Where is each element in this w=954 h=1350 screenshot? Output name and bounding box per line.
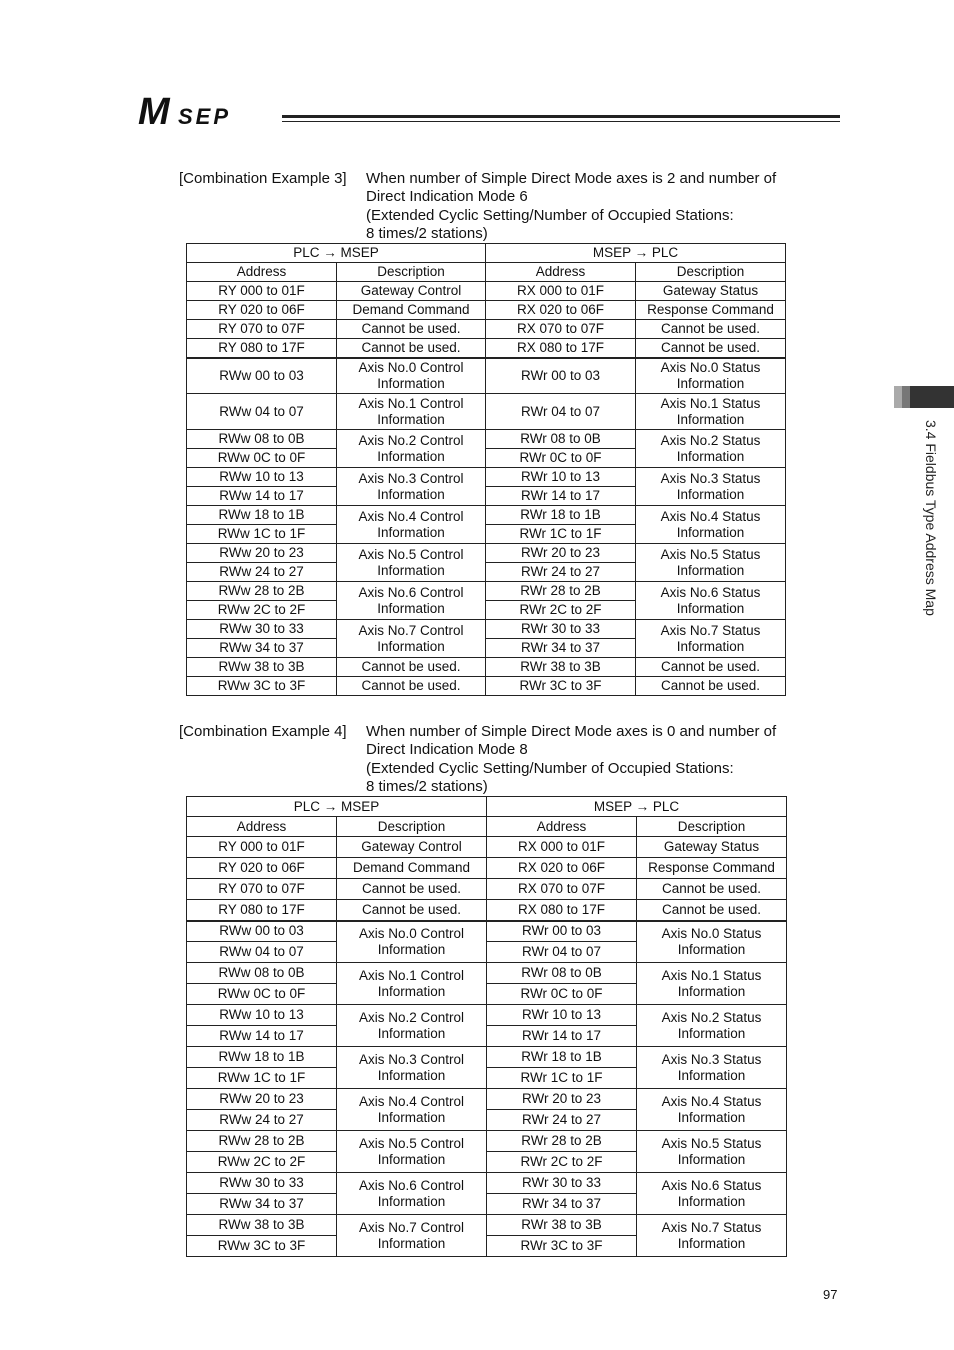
table-row <box>187 1131 787 1152</box>
table-row <box>187 358 786 394</box>
msep-address-cell: RWr 08 to 0B <box>486 430 636 449</box>
msep-address-cell: RWr 04 to 07 <box>487 942 637 963</box>
msep-address-cell: RWr 28 to 2B <box>486 582 636 601</box>
plc-description-cell: Axis No.7 Control Information <box>337 620 486 658</box>
msep-address-cell: RWr 20 to 23 <box>486 544 636 563</box>
msep-address-cell: RWr 14 to 17 <box>486 487 636 506</box>
plc-description-cell: Axis No.5 Control Information <box>337 1131 487 1173</box>
plc-description-cell: Axis No.2 Control Information <box>337 430 486 468</box>
plc-description-cell: Axis No.7 Control Information <box>337 1215 487 1257</box>
table-row <box>187 658 786 677</box>
table-row <box>187 1047 787 1068</box>
msep-address-cell: RWr 20 to 23 <box>487 1089 637 1110</box>
column-header-description: Description <box>337 817 487 837</box>
msep-address-cell: RWr 10 to 13 <box>486 468 636 487</box>
msep-address-cell: RWr 14 to 17 <box>487 1026 637 1047</box>
plc-description-cell: Axis No.4 Control Information <box>337 506 486 544</box>
msep-address-cell: RWr 28 to 2B <box>487 1131 637 1152</box>
msep-description-cell: Axis No.3 Status Information <box>636 468 786 506</box>
table-row <box>187 320 786 339</box>
column-header-description: Description <box>637 817 787 837</box>
plc-address-cell: RWw 34 to 37 <box>187 1194 337 1215</box>
table-group-header-row <box>187 797 787 817</box>
plc-address-cell: RY 020 to 06F <box>187 858 337 879</box>
svg-text:SEP: SEP <box>178 104 232 129</box>
msep-description-cell: Response Command <box>636 301 786 320</box>
msep-address-cell: RWr 34 to 37 <box>486 639 636 658</box>
plc-description-cell: Cannot be used. <box>337 339 486 358</box>
plc-address-cell: RWw 04 to 07 <box>187 394 337 430</box>
plc-address-cell: RWw 24 to 27 <box>187 563 337 582</box>
example-label: [Combination Example 4] <box>179 723 347 740</box>
plc-description-cell: Axis No.2 Control Information <box>337 1005 487 1047</box>
plc-description-cell: Cannot be used. <box>337 658 486 677</box>
table-row <box>187 282 786 301</box>
msep-description-cell: Axis No.4 Status Information <box>636 506 786 544</box>
msep-address-cell: RWr 2C to 2F <box>487 1152 637 1173</box>
plc-address-cell: RY 000 to 01F <box>187 837 337 858</box>
msep-description-cell: Cannot be used. <box>636 677 786 696</box>
group-header-msep-to-plc: MSEP → PLC <box>487 797 787 817</box>
plc-address-cell: RWw 00 to 03 <box>187 921 337 942</box>
plc-address-cell: RWw 1C to 1F <box>187 525 337 544</box>
msep-address-cell: RWr 24 to 27 <box>486 563 636 582</box>
msep-description-cell: Axis No.6 Status Information <box>637 1173 787 1215</box>
section-tab-marker <box>894 386 954 408</box>
msep-address-cell: RX 020 to 06F <box>486 301 636 320</box>
table-row <box>187 582 786 601</box>
table-row <box>187 506 786 525</box>
plc-address-cell: RWw 14 to 17 <box>187 1026 337 1047</box>
plc-description-cell: Gateway Control <box>337 282 486 301</box>
example-description: When number of Simple Direct Mode axes is 0 and number of Direct Indication Mode 8 (Extended Cyclic Setting/Number of Occupied Stations: 8 times/2 stations) <box>366 723 777 795</box>
table-row <box>187 837 787 858</box>
header-rule-bottom <box>282 121 840 122</box>
plc-description-cell: Axis No.0 Control Information <box>337 358 486 394</box>
column-header-address: Address <box>187 263 337 282</box>
msep-address-cell: RX 000 to 01F <box>486 282 636 301</box>
msep-description-cell: Axis No.4 Status Information <box>637 1089 787 1131</box>
column-header-address: Address <box>486 263 636 282</box>
msep-address-cell: RX 080 to 17F <box>486 339 636 358</box>
table-row <box>187 339 786 358</box>
msep-description-cell: Cannot be used. <box>637 879 787 900</box>
plc-description-cell: Gateway Control <box>337 837 487 858</box>
msep-address-cell: RWr 10 to 13 <box>487 1005 637 1026</box>
msep-description-cell: Axis No.7 Status Information <box>636 620 786 658</box>
table-row <box>187 394 786 430</box>
plc-description-cell: Axis No.1 Control Information <box>337 963 487 1005</box>
address-map-table-example-4 <box>186 796 787 1257</box>
plc-description-cell: Cannot be used. <box>337 320 486 339</box>
msep-description-cell: Gateway Status <box>636 282 786 301</box>
msep-description-cell: Axis No.3 Status Information <box>637 1047 787 1089</box>
msep-address-cell: RX 070 to 07F <box>486 320 636 339</box>
table-row <box>187 1215 787 1236</box>
table-row <box>187 858 787 879</box>
group-header-plc-to-msep: PLC → MSEP <box>187 797 487 817</box>
plc-address-cell: RY 070 to 07F <box>187 320 337 339</box>
plc-address-cell: RWw 20 to 23 <box>187 1089 337 1110</box>
header-rule-top <box>282 115 840 118</box>
example-description: When number of Simple Direct Mode axes is 2 and number of Direct Indication Mode 6 (Extended Cyclic Setting/Number of Occupied Stations: 8 times/2 stations) <box>366 170 777 242</box>
plc-address-cell: RY 080 to 17F <box>187 900 337 921</box>
msep-address-cell: RWr 18 to 1B <box>487 1047 637 1068</box>
plc-address-cell: RWw 04 to 07 <box>187 942 337 963</box>
plc-description-cell: Axis No.0 Control Information <box>337 921 487 963</box>
msep-description-cell: Axis No.5 Status Information <box>637 1131 787 1173</box>
plc-address-cell: RWw 0C to 0F <box>187 984 337 1005</box>
plc-description-cell: Cannot be used. <box>337 879 487 900</box>
plc-address-cell: RY 070 to 07F <box>187 879 337 900</box>
table-row <box>187 468 786 487</box>
plc-description-cell: Axis No.5 Control Information <box>337 544 486 582</box>
table-row <box>187 921 787 942</box>
msep-description-cell: Cannot be used. <box>636 339 786 358</box>
group-header-msep-to-plc: MSEP → PLC <box>486 244 786 263</box>
msep-address-cell: RWr 2C to 2F <box>486 601 636 620</box>
table-row <box>187 1089 787 1110</box>
msep-address-cell: RWr 18 to 1B <box>486 506 636 525</box>
msep-description-cell: Axis No.0 Status Information <box>636 358 786 394</box>
msep-logo <box>138 92 278 132</box>
plc-description-cell: Demand Command <box>337 858 487 879</box>
plc-address-cell: RWw 08 to 0B <box>187 430 337 449</box>
msep-address-cell: RWr 38 to 3B <box>486 658 636 677</box>
msep-description-cell: Axis No.1 Status Information <box>637 963 787 1005</box>
msep-description-cell: Axis No.5 Status Information <box>636 544 786 582</box>
plc-address-cell: RWw 30 to 33 <box>187 1173 337 1194</box>
plc-description-cell: Axis No.6 Control Information <box>337 582 486 620</box>
column-header-description: Description <box>636 263 786 282</box>
msep-description-cell: Cannot be used. <box>637 900 787 921</box>
table-row <box>187 301 786 320</box>
table-row <box>187 544 786 563</box>
msep-address-cell: RX 080 to 17F <box>487 900 637 921</box>
plc-address-cell: RWw 20 to 23 <box>187 544 337 563</box>
msep-description-cell: Axis No.1 Status Information <box>636 394 786 430</box>
plc-address-cell: RY 080 to 17F <box>187 339 337 358</box>
table-row <box>187 900 787 921</box>
msep-address-cell: RWr 1C to 1F <box>487 1068 637 1089</box>
msep-address-cell: RWr 3C to 3F <box>486 677 636 696</box>
column-header-description: Description <box>337 263 486 282</box>
msep-description-cell: Gateway Status <box>637 837 787 858</box>
plc-address-cell: RY 000 to 01F <box>187 282 337 301</box>
msep-description-cell: Response Command <box>637 858 787 879</box>
svg-text:M: M <box>138 92 170 132</box>
section-tab-label: 3.4 Fieldbus Type Address Map <box>923 420 939 616</box>
msep-address-cell: RWr 00 to 03 <box>486 358 636 394</box>
table-row <box>187 677 786 696</box>
msep-description-cell: Axis No.7 Status Information <box>637 1215 787 1257</box>
plc-description-cell: Axis No.1 Control Information <box>337 394 486 430</box>
plc-address-cell: RWw 18 to 1B <box>187 1047 337 1068</box>
table-row <box>187 1173 787 1194</box>
page-number: 97 <box>823 1287 838 1302</box>
plc-address-cell: RWw 2C to 2F <box>187 601 337 620</box>
msep-address-cell: RX 020 to 06F <box>487 858 637 879</box>
msep-address-cell: RWr 3C to 3F <box>487 1236 637 1257</box>
msep-description-cell: Axis No.2 Status Information <box>637 1005 787 1047</box>
plc-description-cell: Axis No.4 Control Information <box>337 1089 487 1131</box>
msep-address-cell: RWr 0C to 0F <box>486 449 636 468</box>
plc-address-cell: RWw 00 to 03 <box>187 358 337 394</box>
msep-description-cell: Cannot be used. <box>636 658 786 677</box>
plc-address-cell: RWw 38 to 3B <box>187 658 337 677</box>
table-row <box>187 879 787 900</box>
table-row <box>187 430 786 449</box>
plc-address-cell: RWw 1C to 1F <box>187 1068 337 1089</box>
msep-address-cell: RWr 1C to 1F <box>486 525 636 544</box>
plc-address-cell: RWw 18 to 1B <box>187 506 337 525</box>
plc-address-cell: RWw 10 to 13 <box>187 1005 337 1026</box>
column-header-address: Address <box>187 817 337 837</box>
table-group-header-row <box>187 244 786 263</box>
address-map-table-example-3 <box>186 243 786 696</box>
plc-address-cell: RY 020 to 06F <box>187 301 337 320</box>
plc-address-cell: RWw 08 to 0B <box>187 963 337 984</box>
msep-address-cell: RWr 08 to 0B <box>487 963 637 984</box>
msep-description-cell: Axis No.2 Status Information <box>636 430 786 468</box>
msep-address-cell: RWr 38 to 3B <box>487 1215 637 1236</box>
plc-address-cell: RWw 38 to 3B <box>187 1215 337 1236</box>
msep-address-cell: RWr 24 to 27 <box>487 1110 637 1131</box>
table-row <box>187 1005 787 1026</box>
msep-address-cell: RWr 0C to 0F <box>487 984 637 1005</box>
plc-description-cell: Axis No.3 Control Information <box>337 468 486 506</box>
table-row <box>187 963 787 984</box>
msep-address-cell: RWr 30 to 33 <box>487 1173 637 1194</box>
msep-address-cell: RWr 04 to 07 <box>486 394 636 430</box>
plc-address-cell: RWw 34 to 37 <box>187 639 337 658</box>
plc-address-cell: RWw 10 to 13 <box>187 468 337 487</box>
example-label: [Combination Example 3] <box>179 170 347 187</box>
table-column-header-row <box>187 263 786 282</box>
table-row <box>187 620 786 639</box>
plc-address-cell: RWw 3C to 3F <box>187 1236 337 1257</box>
plc-description-cell: Cannot be used. <box>337 677 486 696</box>
plc-description-cell: Axis No.3 Control Information <box>337 1047 487 1089</box>
plc-description-cell: Cannot be used. <box>337 900 487 921</box>
plc-address-cell: RWw 24 to 27 <box>187 1110 337 1131</box>
msep-address-cell: RX 000 to 01F <box>487 837 637 858</box>
plc-address-cell: RWw 3C to 3F <box>187 677 337 696</box>
plc-description-cell: Axis No.6 Control Information <box>337 1173 487 1215</box>
plc-address-cell: RWw 28 to 2B <box>187 582 337 601</box>
plc-address-cell: RWw 2C to 2F <box>187 1152 337 1173</box>
msep-description-cell: Axis No.0 Status Information <box>637 921 787 963</box>
plc-description-cell: Demand Command <box>337 301 486 320</box>
plc-address-cell: RWw 30 to 33 <box>187 620 337 639</box>
msep-address-cell: RWr 30 to 33 <box>486 620 636 639</box>
msep-address-cell: RWr 34 to 37 <box>487 1194 637 1215</box>
plc-address-cell: RWw 0C to 0F <box>187 449 337 468</box>
plc-address-cell: RWw 28 to 2B <box>187 1131 337 1152</box>
msep-address-cell: RX 070 to 07F <box>487 879 637 900</box>
group-header-plc-to-msep: PLC → MSEP <box>187 244 486 263</box>
column-header-address: Address <box>487 817 637 837</box>
msep-description-cell: Axis No.6 Status Information <box>636 582 786 620</box>
table-column-header-row <box>187 817 787 837</box>
msep-description-cell: Cannot be used. <box>636 320 786 339</box>
msep-address-cell: RWr 00 to 03 <box>487 921 637 942</box>
plc-address-cell: RWw 14 to 17 <box>187 487 337 506</box>
